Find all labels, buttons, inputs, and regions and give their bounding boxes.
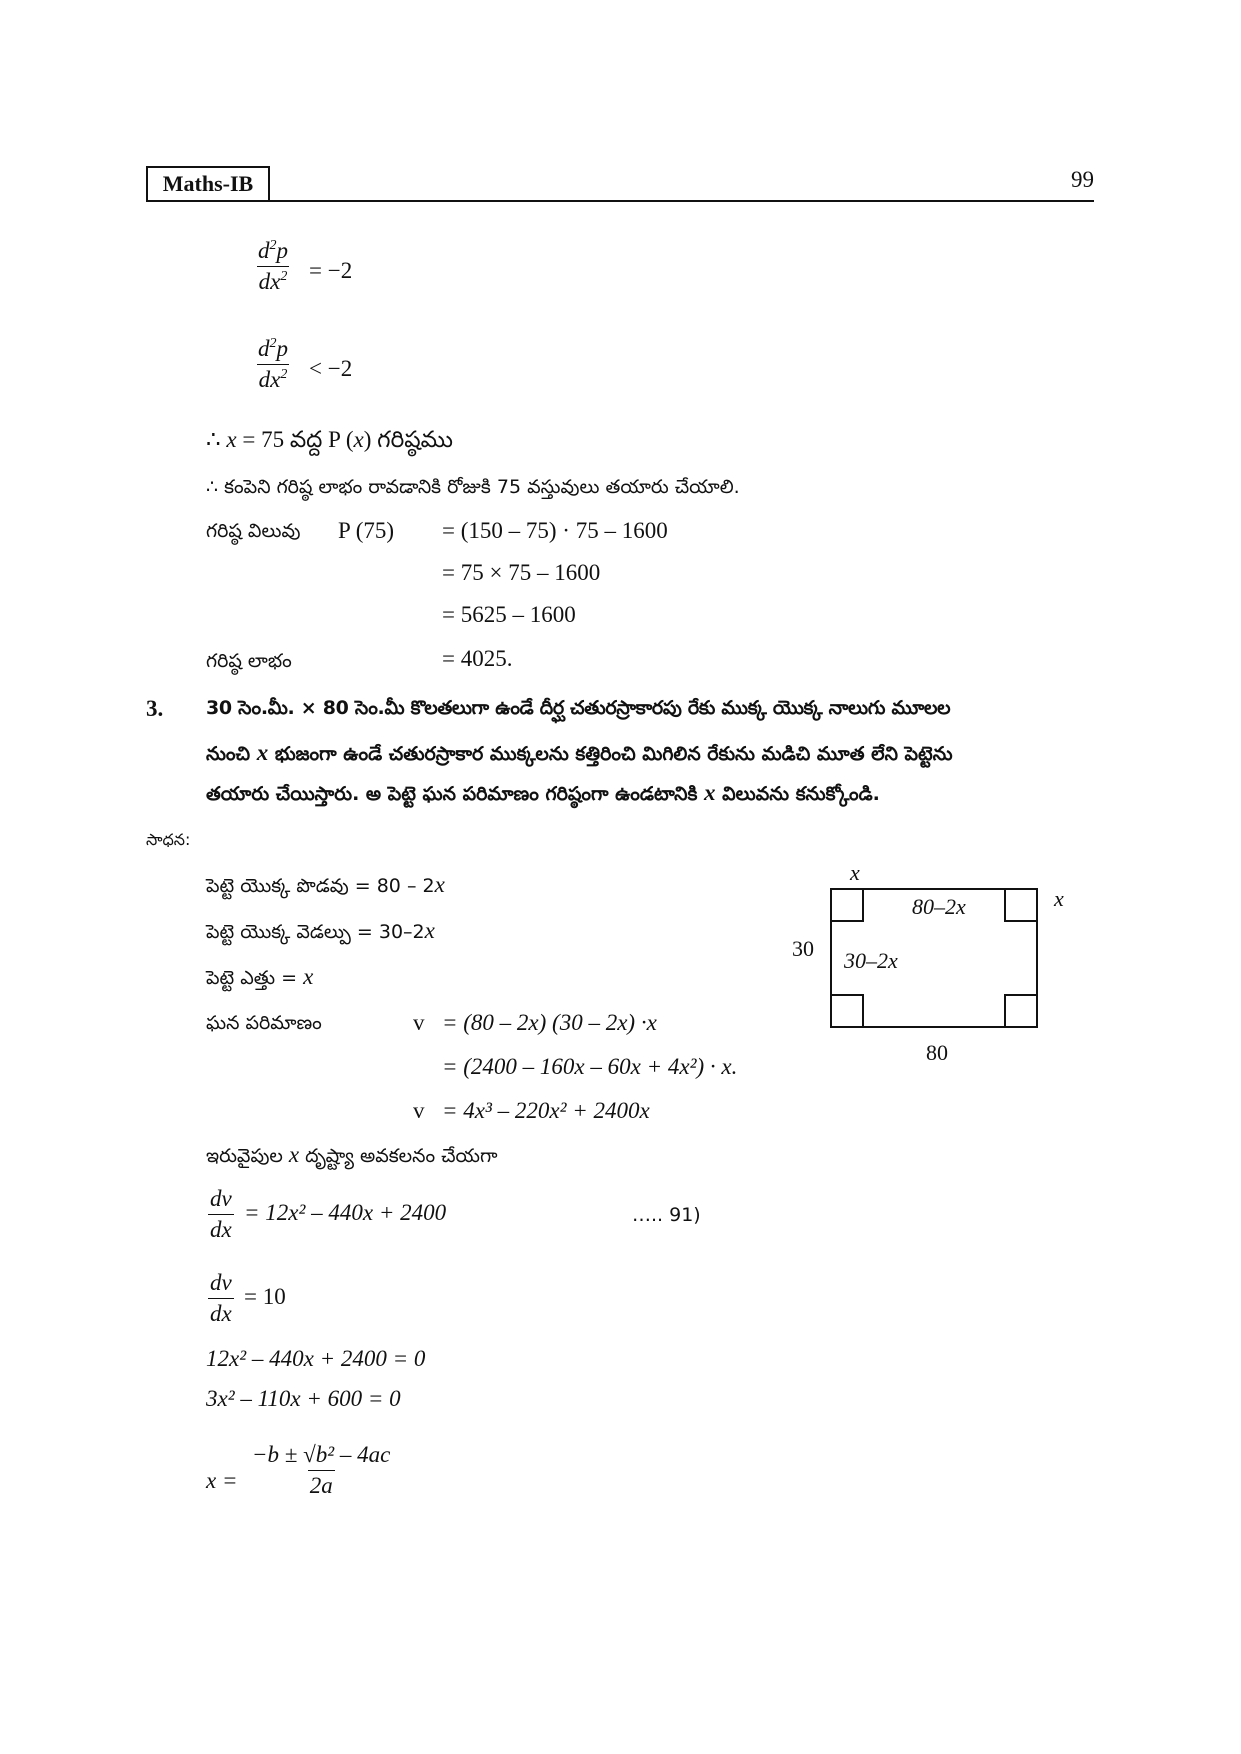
differentiate-text: ఇరువైపుల x దృష్ట్యా అవకలనం చేయగా — [206, 1142, 498, 1167]
volume-eq-2: = (2400 – 160x – 60x + 4x²) · x. — [442, 1054, 738, 1079]
solution-label: సాధన: — [146, 830, 191, 849]
max-value-step-1: = (150 – 75) · 75 – 1600 — [442, 518, 668, 543]
dv-dx-zero-rhs: = 10 — [244, 1284, 286, 1309]
quadratic-equation-2: 3x² – 110x + 600 = 0 — [206, 1386, 401, 1411]
volume-eq-1: = (80 – 2x) (30 – 2x) ·x — [442, 1010, 657, 1035]
dv-dx-fraction-1: $\frac{dv}{dx}$ — [210, 1186, 232, 1242]
max-profit-value: = 4025. — [442, 646, 513, 671]
header-rule — [146, 200, 1094, 202]
formula-lhs: x = — [206, 1468, 238, 1493]
conclusion-line-1: ∴ x = 75 వద్ద P (x) గరిష్ఠము — [206, 427, 453, 452]
problem-line-1: 30 సెం.మీ. × 80 సెం.మీ కొలతలుగా ఉండే దీర్ఘ చతురస్రాకారపు రేకు ముక్క యొక్క నాలుగు మూలల — [206, 697, 951, 719]
corner-square-bottom-left — [830, 994, 864, 1028]
corner-square-top-right — [1004, 888, 1038, 922]
max-value-step-2: = 75 × 75 – 1600 — [442, 560, 601, 585]
volume-v-2: v — [413, 1098, 425, 1123]
label-right-x: x — [1054, 886, 1064, 911]
quadratic-formula-fraction: $\frac{\text{−b ± √b² – 4ac}}{2a}$ — [252, 1442, 391, 1498]
label-inner-length: 80–2x — [912, 894, 966, 919]
corner-square-bottom-right — [1004, 994, 1038, 1028]
box-length-line: పెట్టె యొక్క పొడవు = 80 – 2x — [206, 872, 445, 897]
dv-dx-rhs: = 12x² – 440x + 2400 — [244, 1200, 447, 1225]
label-bottom-80: 80 — [926, 1040, 948, 1065]
conclusion-line-2: ∴ కంపెని గరిష్ఠ లాభం రావడానికి రోజుకి 75 వస్తువులు తయారు చేయాలి. — [206, 476, 740, 498]
equation-reference: ….. 91) — [632, 1204, 701, 1226]
label-inner-width: 30–2x — [844, 948, 898, 973]
volume-label: ఘన పరిమాణం — [206, 1012, 322, 1034]
second-derivative-fraction-1: $\frac{d^2p}{dx^2}$ — [258, 238, 288, 294]
header-title: Maths-IB — [146, 166, 270, 202]
max-value-step-3: = 5625 – 1600 — [442, 602, 576, 627]
second-derivative-rhs-1: = −2 — [309, 258, 353, 283]
second-derivative-fraction-2: $\frac{d^2p}{dx^2}$ — [258, 336, 288, 392]
box-width-line: పెట్టె యొక్క వెడల్పు = 30–2x — [206, 918, 435, 943]
label-side-30: 30 — [792, 936, 814, 961]
second-derivative-rhs-2: < −2 — [309, 356, 353, 381]
corner-square-top-left — [830, 888, 864, 922]
problem-line-3: తయారు చేయిస్తారు. అ పెట్టె ఘన పరిమాణం గరిష్ఠంగా ఉండటానికి x విలువను కనుక్కోండి. — [206, 780, 880, 805]
max-profit-label: గరిష్ఠ లాభం — [206, 650, 292, 672]
volume-v-1: v — [413, 1010, 425, 1035]
max-value-label: గరిష్ఠ విలువు — [206, 520, 301, 542]
problem-number: 3. — [146, 696, 164, 721]
max-value-function: P (75) — [338, 518, 395, 543]
label-top-x: x — [850, 860, 860, 885]
volume-eq-3: = 4x³ – 220x² + 2400x — [442, 1098, 650, 1123]
dv-dx-fraction-2: $\frac{dv}{dx}$ — [210, 1270, 232, 1326]
page-number: 99 — [1071, 167, 1094, 192]
problem-line-2: నుంచి x భుజంగా ఉండే చతురస్రాకార ముక్కలను కత్తిరించి మిగిలిన రేకును మడిచి మూత లేని పెట్టెను — [206, 740, 953, 765]
quadratic-equation-1: 12x² – 440x + 2400 = 0 — [206, 1346, 426, 1371]
box-height-line: పెట్టె ఎత్తు = x — [206, 964, 314, 989]
